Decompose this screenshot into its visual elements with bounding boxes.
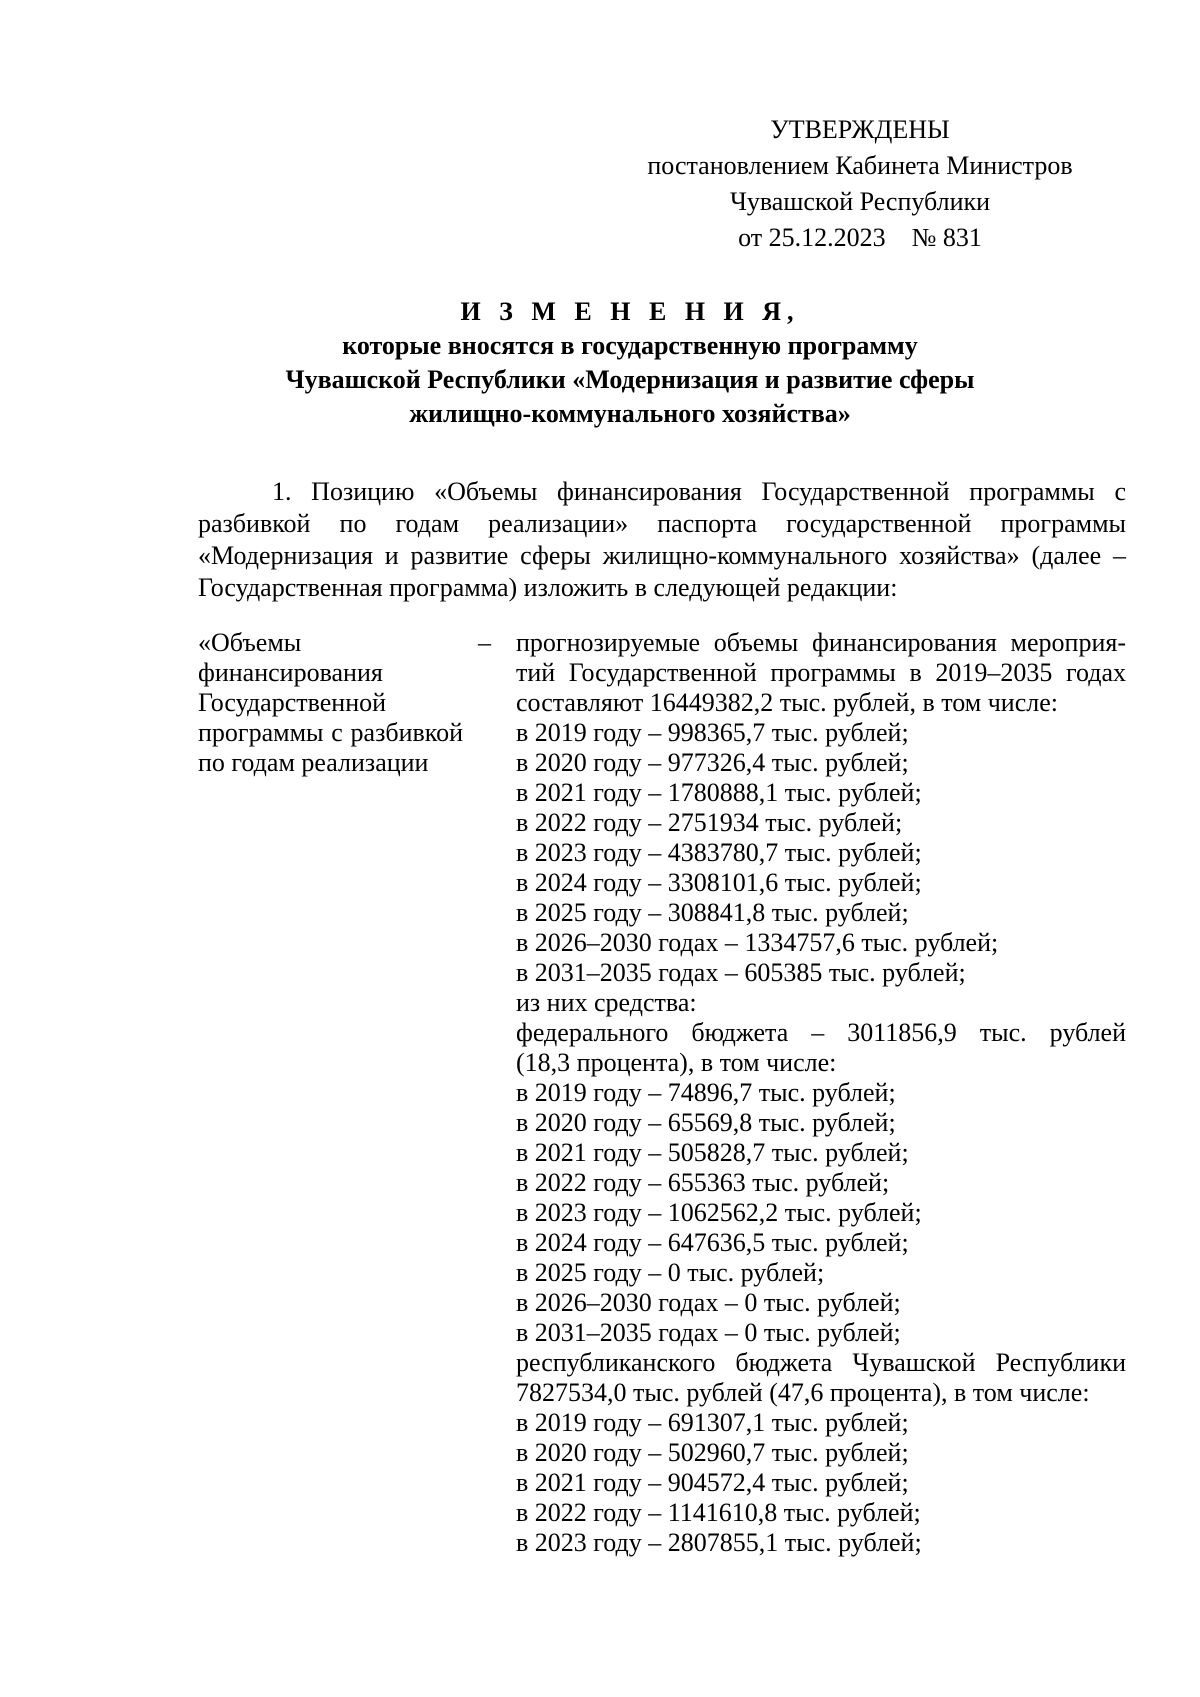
table-dash: – [478, 628, 491, 657]
funding-line: в 2024 году – 3308101,6 тыс. рублей; [516, 868, 922, 897]
funding-line: из них средства: [516, 988, 697, 1017]
approval-issuer: постановлением Кабинета Министров [647, 151, 1073, 180]
funding-line: тий Государственной программы в 2019–2035 годах [516, 658, 1126, 687]
funding-line: в 2022 году – 2751934 тыс. рублей; [516, 808, 903, 837]
title-line-2: Чувашской Республики «Модернизация и развитие сферы [285, 365, 975, 394]
funding-line: прогнозируемые объемы финансирования мероприя- [516, 628, 1126, 657]
funding-line: 7827534,0 тыс. рублей (47,6 процента), в том числе: [516, 1378, 1090, 1407]
approval-region: Чувашской Республики [729, 187, 991, 216]
funding-line: в 2023 году – 2807855,1 тыс. рублей; [516, 1528, 922, 1557]
title-heading: И З М Е Н Е Н И Я, [460, 297, 800, 326]
approval-title: УТВЕРЖДЕНЫ [770, 115, 950, 144]
funding-line: в 2020 году – 977326,4 тыс. рублей; [516, 748, 909, 777]
title-line-1: которые вносятся в государственную программу [342, 331, 918, 360]
funding-line: в 2031–2035 годах – 605385 тыс. рублей; [516, 958, 966, 987]
funding-line: в 2020 году – 502960,7 тыс. рублей; [516, 1438, 909, 1467]
funding-line: в 2031–2035 годах – 0 тыс. рублей; [516, 1318, 901, 1347]
approval-date-number [600, 220, 1120, 256]
funding-line: в 2026–2030 годах – 1334757,6 тыс. рублей; [516, 928, 999, 957]
funding-line: (18,3 процента), в том числе: [516, 1048, 837, 1077]
funding-line: в 2021 году – 505828,7 тыс. рублей; [516, 1138, 909, 1167]
funding-line: в 2019 году – 74896,7 тыс. рублей; [516, 1078, 896, 1107]
document-title [200, 295, 1060, 431]
funding-line: в 2026–2030 годах – 0 тыс. рублей; [516, 1288, 901, 1317]
funding-line: в 2022 году – 655363 тыс. рублей; [516, 1168, 890, 1197]
funding-line: федерального бюджета – 3011856,9 тыс. рублей [516, 1018, 1126, 1047]
funding-line: в 2024 году – 647636,5 тыс. рублей; [516, 1228, 909, 1257]
funding-line: в 2019 году – 998365,7 тыс. рублей; [516, 718, 909, 747]
funding-line: в 2025 году – 308841,8 тыс. рублей; [516, 898, 909, 927]
title-line-3: жилищно-коммунального хозяйства» [409, 399, 851, 428]
funding-line: в 2023 году – 4383780,7 тыс. рублей; [516, 838, 922, 867]
funding-line: в 2021 году – 904572,4 тыс. рублей; [516, 1468, 909, 1497]
intro-paragraph: 1. Позицию «Объемы финансирования Государственной программы с разбивкой по годам реализации» паспорта государственной программы «Модернизация и развитие сферы жилищно-коммунального хозяйства» (далее – Государственная программа) изложить в следующей редакции: [198, 477, 1126, 602]
table-right-content [516, 628, 1126, 1558]
funding-line: в 2025 году – 0 тыс. рублей; [516, 1258, 825, 1287]
funding-line: в 2023 году – 1062562,2 тыс. рублей; [516, 1198, 922, 1227]
funding-line: в 2019 году – 691307,1 тыс. рублей; [516, 1408, 909, 1437]
funding-line: в 2022 году – 1141610,8 тыс. рублей; [516, 1498, 921, 1527]
funding-line: республиканского бюджета Чувашской Республики [516, 1348, 1126, 1377]
table-left-label: «Объемы финансирования Государственной программы с разбивкой по годам реализации [198, 628, 463, 777]
approval-date: от 25.12.2023 [738, 223, 886, 252]
approval-number: № 831 [911, 223, 982, 252]
approval-stamp [600, 112, 1120, 256]
funding-line: составляют 16449382,2 тыс. рублей, в том числе: [516, 688, 1058, 717]
funding-line: в 2020 году – 65569,8 тыс. рублей; [516, 1108, 896, 1137]
funding-line: в 2021 году – 1780888,1 тыс. рублей; [516, 778, 922, 807]
